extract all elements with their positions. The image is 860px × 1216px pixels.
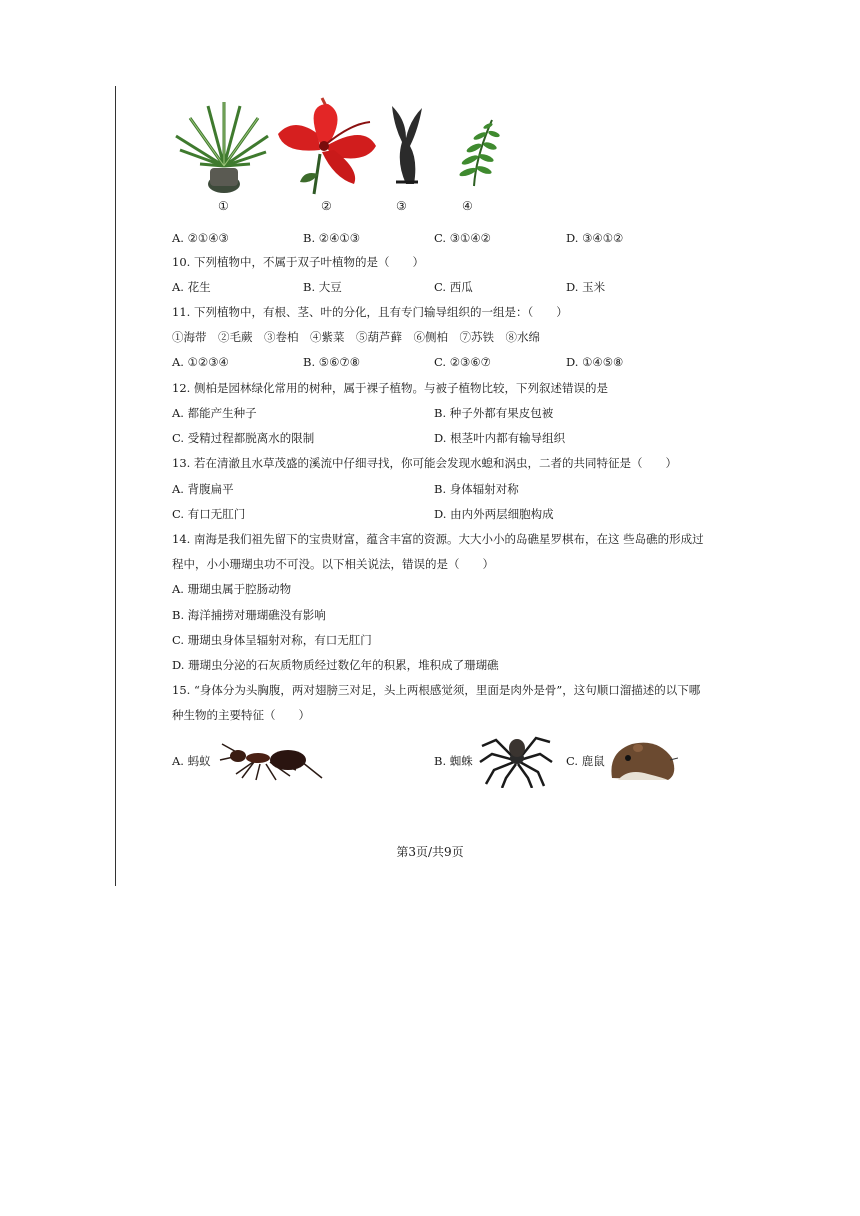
figure-label-4: ④ bbox=[462, 199, 473, 213]
binding-margin-line bbox=[115, 86, 116, 886]
q10-option-c: C. 西瓜 bbox=[434, 280, 473, 294]
hibiscus-flower-icon bbox=[274, 94, 380, 198]
q15-option-a: A. 蚂蚁 bbox=[172, 754, 211, 768]
q12-stem: 12. 侧柏是园林绿化常用的树种，属于裸子植物。与被子植物比较，下列叙述错误的是 bbox=[172, 381, 608, 395]
q13-option-d: D. 由内外两层细胞构成 bbox=[434, 507, 554, 521]
q9-option-c: C. ③①④② bbox=[434, 231, 491, 245]
q13-option-a: A. 背腹扁平 bbox=[172, 482, 234, 496]
q11-option-d: D. ①④⑤⑧ bbox=[566, 355, 624, 369]
q10-option-d: D. 玉米 bbox=[566, 280, 606, 294]
kelp-icon bbox=[388, 102, 426, 186]
q12-option-d: D. 根茎叶内都有输导组织 bbox=[434, 431, 566, 445]
figure-label-3: ③ bbox=[396, 199, 407, 213]
q15-stem-line2: 种生物的主要特征（ ） bbox=[172, 708, 310, 722]
q14-stem-line2: 程中，小小珊瑚虫功不可没。以下相关说法，错误的是（ ） bbox=[172, 557, 494, 571]
q14-option-c: C. 珊瑚虫身体呈辐射对称，有口无肛门 bbox=[172, 633, 372, 647]
q15-option-b: B. 蜘蛛 bbox=[434, 754, 473, 768]
q14-option-d: D. 珊瑚虫分泌的石灰质物质经过数亿年的积累，堆积成了珊瑚礁 bbox=[172, 658, 499, 672]
q10-stem: 10. 下列植物中，不属于双子叶植物的是（ ） bbox=[172, 255, 424, 269]
ant-icon bbox=[216, 740, 324, 782]
fern-icon bbox=[452, 116, 506, 188]
q15-stem-line1: 15. “身体分为头胸腹，两对翅膀三对足，头上两根感觉须，里面是肉外是骨”，这句顺口溜描述的以下哪 bbox=[172, 683, 701, 697]
q14-option-a: A. 珊瑚虫属于腔肠动物 bbox=[172, 582, 292, 596]
q14-option-b: B. 海洋捕捞对珊瑚礁没有影响 bbox=[172, 608, 326, 622]
deer-mouse-icon bbox=[608, 738, 678, 782]
q13-stem: 13. 若在清澈且水草茂盛的溪流中仔细寻找，你可能会发现水螅和涡虫，二者的共同特征是（ ） bbox=[172, 456, 677, 470]
q11-option-c: C. ②③⑥⑦ bbox=[434, 355, 491, 369]
q10-option-a: A. 花生 bbox=[172, 280, 211, 294]
page-footer: 第3页/共9页 bbox=[396, 845, 464, 859]
q9-option-b: B. ②④①③ bbox=[303, 231, 361, 245]
q13-option-b: B. 身体辐射对称 bbox=[434, 482, 519, 496]
q11-stem: 11. 下列植物中，有根、茎、叶的分化，且有专门输导组织的一组是：（ ） bbox=[172, 305, 568, 319]
q12-option-b: B. 种子外都有果皮包被 bbox=[434, 406, 554, 420]
q14-stem-line1: 14. 南海是我们祖先留下的宝贵财富，蕴含丰富的资源。大大小小的岛礁星罗棋布，在这 些岛礁的形成过 bbox=[172, 532, 704, 546]
q12-option-a: A. 都能产生种子 bbox=[172, 406, 257, 420]
q13-option-c: C. 有口无肛门 bbox=[172, 507, 246, 521]
q12-option-c: C. 受精过程都脱离水的限制 bbox=[172, 431, 315, 445]
q11-items: ①海带 ②毛蕨 ③卷柏 ④紫菜 ⑤葫芦藓 ⑥侧柏 ⑦苏铁 ⑧水绵 bbox=[172, 330, 540, 344]
q15-option-c: C. 鹿鼠 bbox=[566, 754, 605, 768]
q11-option-b: B. ⑤⑥⑦⑧ bbox=[303, 355, 361, 369]
spider-icon bbox=[478, 732, 554, 788]
figure-label-2: ② bbox=[321, 199, 332, 213]
q10-option-b: B. 大豆 bbox=[303, 280, 342, 294]
q9-option-a: A. ②①④③ bbox=[172, 231, 229, 245]
q11-option-a: A. ①②③④ bbox=[172, 355, 229, 369]
cycad-icon bbox=[172, 100, 272, 196]
figure-label-1: ① bbox=[218, 199, 229, 213]
q9-option-d: D. ③④①② bbox=[566, 231, 624, 245]
